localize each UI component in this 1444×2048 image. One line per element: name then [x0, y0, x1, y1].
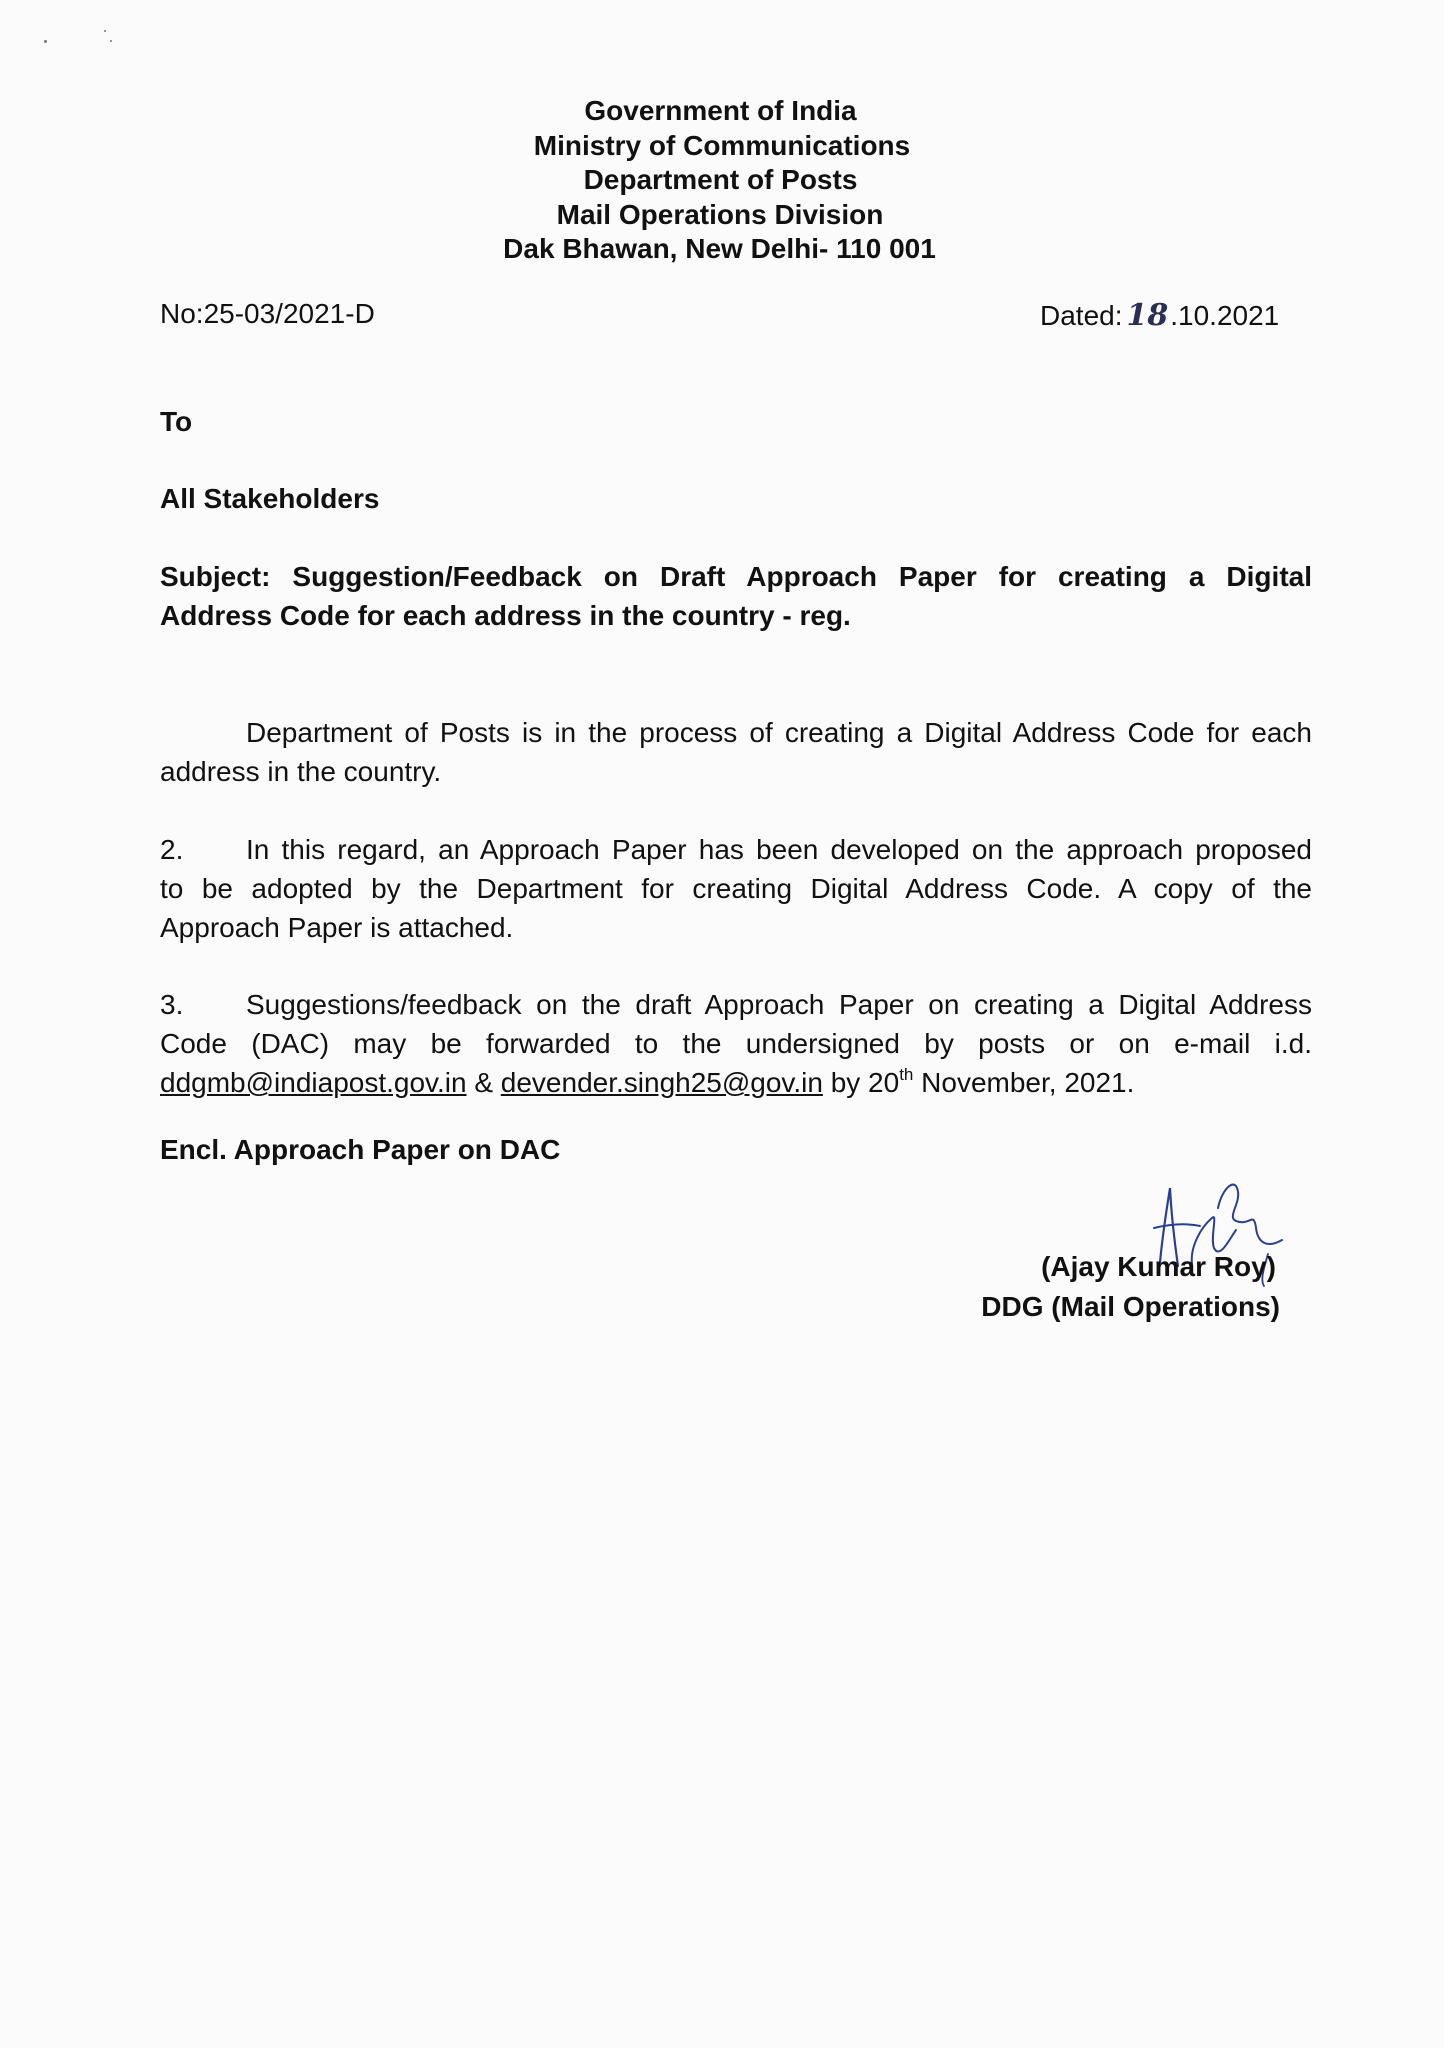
paragraph-1-line-1: Department of Posts is in the process of creating a Digital Address Code for each: [246, 717, 1312, 748]
signatory-name: (Ajay Kumar Roy): [1041, 1251, 1276, 1282]
email-joiner: &: [466, 1067, 501, 1098]
subject: [160, 557, 1312, 635]
letterhead: [0, 94, 1444, 267]
paragraph-2: [160, 830, 1312, 947]
letterhead-address: Dak Bhawan, New Delhi- 110 001: [503, 233, 936, 264]
dated-label: Dated:: [1040, 300, 1123, 331]
deadline-ordinal: th: [899, 1065, 914, 1084]
paragraph-3-number: 3.: [160, 989, 184, 1020]
email-link-devender[interactable]: devender.singh25@gov.in: [500, 1067, 823, 1098]
scan-speck: [44, 40, 47, 43]
recipient: All Stakeholders: [160, 483, 380, 514]
paragraph-2-line-2: to be adopted by the Department for creating Digital Address Code. A copy of the: [160, 873, 1312, 904]
reference-number: No:25-03/2021-D: [160, 298, 375, 329]
letterhead-department: Department of Posts: [583, 164, 858, 195]
paragraph-1-line-2: address in the country.: [160, 756, 442, 787]
dated-day-handwritten: 18: [1126, 298, 1169, 333]
paragraph-3-line-2: Code (DAC) may be forwarded to the undersigned by posts or on e-mail i.d.: [160, 1028, 1312, 1059]
subject-line-2: Address Code for each address in the country - reg.: [160, 600, 851, 631]
paragraph-3: [160, 985, 1312, 1102]
paragraph-1: [160, 713, 1312, 791]
enclosure-note: Encl. Approach Paper on DAC: [160, 1134, 561, 1165]
paragraph-2-number: 2.: [160, 834, 184, 865]
paragraph-3-line-1: Suggestions/feedback on the draft Approach Paper on creating a Digital Address: [246, 989, 1312, 1020]
letterhead-ministry: Ministry of Communications: [533, 129, 911, 161]
to-label: To: [160, 406, 193, 437]
deadline-prefix: by 20: [822, 1067, 900, 1098]
dated-month-year: .10.2021: [1170, 300, 1280, 331]
scan-speck: [110, 40, 112, 42]
paragraph-2-line-1: In this regard, an Approach Paper has been developed on the approach proposed: [246, 834, 1312, 865]
subject-line-1: Subject: Suggestion/Feedback on Draft Approach Paper for creating a Digital: [160, 561, 1312, 592]
paragraph-3-line-3: [160, 1067, 1134, 1098]
paragraph-2-line-3: Approach Paper is attached.: [160, 912, 514, 943]
signatory-title: DDG (Mail Operations): [981, 1291, 1280, 1322]
letterhead-government: Government of India: [584, 95, 857, 126]
scan-speck: [104, 30, 106, 32]
letterhead-division: Mail Operations Division: [556, 198, 884, 230]
deadline-suffix: November, 2021.: [913, 1067, 1135, 1098]
email-link-ddgmb[interactable]: ddgmb@indiapost.gov.in: [160, 1067, 467, 1098]
dated-line: [1040, 298, 1279, 333]
